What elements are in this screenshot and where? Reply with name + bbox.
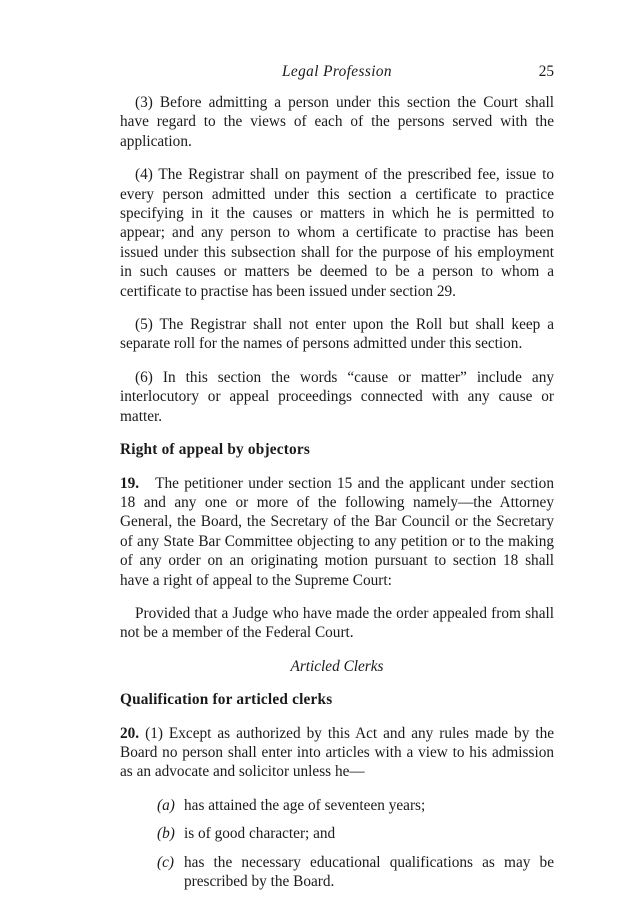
subsection-3: (3) Before admitting a person under this section the Court shall have regard to the views of each of the persons served with the application. xyxy=(120,94,554,150)
list-marker: (b) xyxy=(157,825,175,843)
list-marker: (c) xyxy=(157,853,174,871)
list-item-c xyxy=(157,853,554,892)
part-title: Articled Clerks xyxy=(290,657,384,675)
list-marker: (a) xyxy=(157,796,175,814)
running-title: Legal Profession xyxy=(282,63,392,80)
subsection-4: (4) The Registrar shall on payment of the prescribed fee, issue to every person admitted under this section a certificate to practice specifying in it the causes or matters in which he is permitted to appear; and any person to whom a certificate to practise has been issued under this subsection shall for the purpose of his employment in such causes or matters be deemed to be a person to whom a certificate to practise has been issued under section 29. xyxy=(120,166,554,300)
section-19-text xyxy=(120,474,554,590)
section-19-body: The petitioner under section 15 and the applicant under section 18 and any one or more of the following namely—the Attorney General, the Board, the Secretary of the Bar Council or the Secretary of any State Bar Committee objecting to any petition or to the making of any order on an originating motion pursuant to section 18 shall have a right of appeal to the Supreme Court: xyxy=(120,474,554,589)
section-20-text xyxy=(120,724,554,782)
section-19-proviso: Provided that a Judge who have made the order appealed from shall not be a member of the Federal Court. xyxy=(120,604,554,642)
section-20-body: (1) Except as authorized by this Act and any rules made by the Board no person shall enter into articles with a view to his admission as an advocate and solicitor unless he— xyxy=(120,724,555,781)
section-20-heading: Qualification for articled clerks xyxy=(120,691,333,709)
section-20-number: 20. xyxy=(120,724,140,742)
running-head xyxy=(120,63,554,83)
section-19-heading: Right of appeal by objectors xyxy=(120,441,311,459)
list-item-text: has the necessary educational qualifications as may be prescribed by the Board. xyxy=(184,853,554,890)
list-item-b xyxy=(157,824,554,843)
subsection-6: (6) In this section the words “cause or matter” include any interlocutory or appeal proceedings connected with any cause or matter. xyxy=(120,368,554,425)
list-item-text: is of good character; and xyxy=(184,825,336,843)
subsection-5: (5) The Registrar shall not enter upon the Roll but shall keep a separate roll for the names of persons admitted under this section. xyxy=(120,316,554,353)
page-body xyxy=(120,93,554,900)
list-item-text: has attained the age of seventeen years; xyxy=(184,796,426,814)
section-19-number: 19. xyxy=(120,474,140,492)
page-number: 25 xyxy=(538,63,554,80)
list-item-a xyxy=(157,796,554,815)
